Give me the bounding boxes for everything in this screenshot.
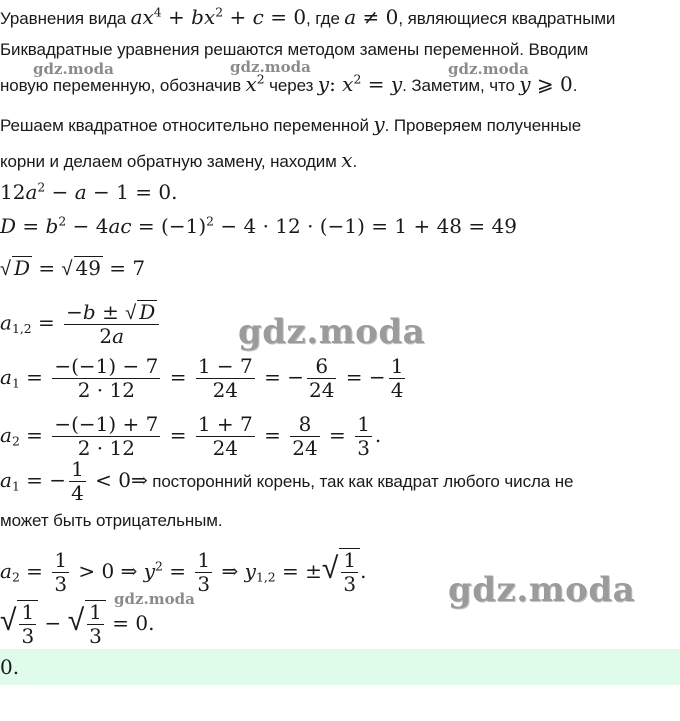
y-nonnegative: y ⩾ 0: [519, 72, 573, 96]
a1-negative: $a_1$ = − $\frac{1}{4}$ < 0⇒: [0, 457, 148, 505]
watermark: gdz.moda: [33, 60, 114, 78]
substitution-text-b: через: [269, 76, 314, 95]
a2-substitution: $a_2$ = $\frac{1}{3}$ > 0 ⇒ $y^2$ = $\frac{1}{3}$ ⇒ $y_{1,2}$ = ±√ $\frac{1}{3}$ .: [0, 548, 367, 596]
biquadratic-form: $ax^4 + bx^2 + c = 0$: [130, 4, 307, 29]
watermark: gdz.moda: [448, 60, 529, 78]
roots-text-end: .: [352, 152, 358, 171]
intro-text-c: , являющиеся квадратными: [398, 9, 616, 28]
solve-text: Решаем квадратное относительно переменной: [0, 116, 369, 135]
root-formula: $a_{1,2}$ = $\frac{-b \pm √ D}{2a}$: [0, 300, 162, 348]
equation: $12a^2 - a - 1 = 0$.: [0, 179, 178, 204]
answer-box: [0, 649, 680, 685]
answer-value: 0.: [0, 655, 20, 679]
substitution-text-a: новую переменную, обозначив: [0, 76, 242, 95]
roots-text: корни и делаем обратную замену, находим: [0, 152, 337, 171]
solve-line: [0, 112, 581, 136]
root-a2: $a_2$ = $\frac{-(-1) + 7}{2 \cdot 12}$ = $\frac{1 + 7}{24}$ = $\frac{8}{24}$ = $\frac{1}{3}$ .: [0, 412, 382, 460]
x-squared: $x^2$: [245, 71, 265, 96]
roots-line: [0, 148, 357, 172]
method-line: Биквадратные уравнения решаются методом замены переменной. Вводим: [0, 40, 589, 59]
discriminant: $D = b^2 - 4ac = (-1)^2 - 4 \cdot 12 \cdot (-1) = 1 + 48 = 49$: [0, 213, 517, 238]
a-nonzero: a ≠ 0: [344, 5, 399, 29]
watermark: gdz.moda: [448, 570, 636, 610]
negative-text: может быть отрицательным.: [0, 511, 223, 530]
var-x: x: [341, 148, 353, 172]
intro-text-b: , где: [306, 9, 340, 28]
sqrt-discriminant: √ D = √ 49 = 7: [0, 256, 146, 280]
substitution-formula: y: $x^2 = y$: [317, 71, 403, 96]
var-y: y: [373, 112, 385, 136]
watermark: gdz.moda: [230, 58, 311, 76]
a1-extraneous-line: [0, 458, 573, 505]
watermark: gdz.moda: [238, 312, 426, 352]
watermark: gdz.moda: [114, 590, 195, 608]
intro-line: [0, 5, 615, 29]
solve-text-end: . Проверяем полученные: [384, 116, 582, 135]
extraneous-text: посторонний корень, так как квадрат любого числа не: [152, 472, 574, 491]
substitution-text-d: .: [572, 76, 578, 95]
root-a1: $a_1$ = $\frac{-(-1) - 7}{2 \cdot 12}$ = $\frac{1 - 7}{24}$ = − $\frac{6}{24}$ = − $\frac{1}{4}$: [0, 354, 404, 402]
intro-text-a: Уравнения вида: [0, 9, 127, 28]
substitution-text-c: . Заметим, что: [402, 76, 515, 95]
root-difference: √ $\frac{1}{3}$ − √ $\frac{1}{3}$ = 0.: [0, 600, 155, 648]
